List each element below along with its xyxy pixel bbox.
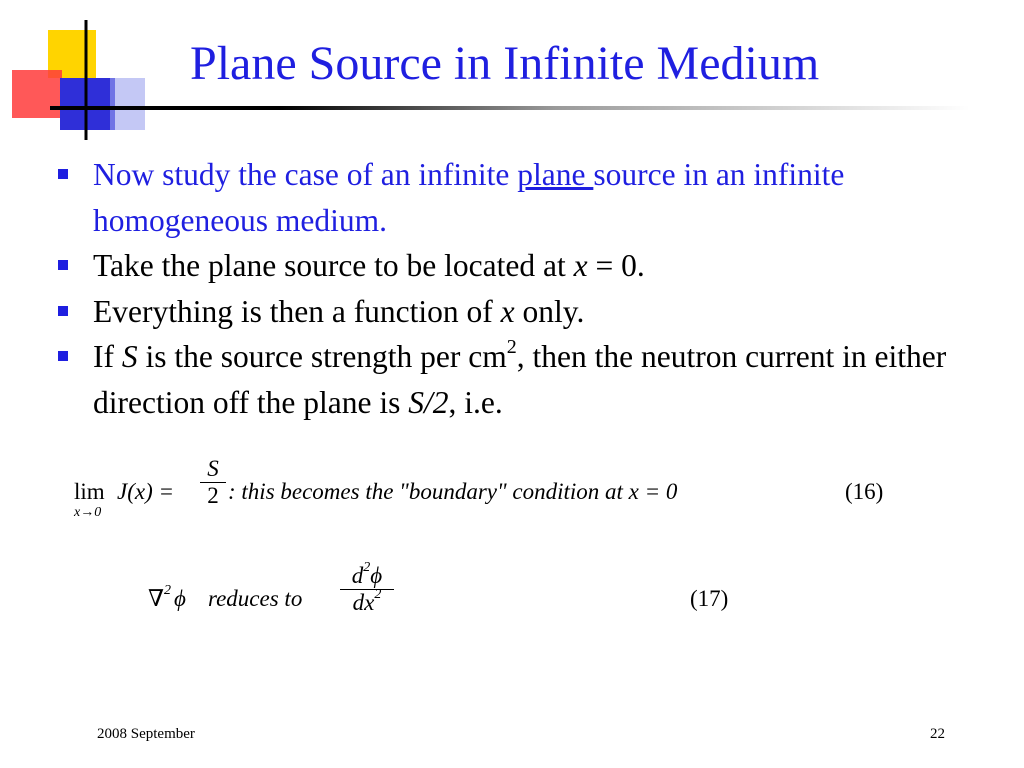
bullet-1-underlined-word: plane <box>517 157 594 192</box>
eq17-fraction <box>340 560 394 616</box>
bullet-3 <box>58 289 958 335</box>
bullet-square-icon <box>58 169 68 179</box>
bullet-square-icon <box>58 260 68 270</box>
eq17-numerator <box>351 560 383 589</box>
bullet-1-text-a: Now study the case of an infinite <box>93 157 518 192</box>
eq17-num-sup: 2 <box>363 560 371 576</box>
bullet-list <box>58 152 958 425</box>
eq17-den-sup: 2 <box>374 587 382 603</box>
footer-date: 2008 September <box>97 726 195 742</box>
logo-red-square <box>12 70 62 118</box>
eq16-number: (16) <box>845 479 884 504</box>
eq16-fraction <box>200 456 226 509</box>
bullet-4-var-s2: S/2 <box>408 384 449 420</box>
eq16-lhs: J(x) = <box>117 479 175 504</box>
eq17-num-d: d <box>351 563 364 588</box>
eq17-text: reduces to <box>208 586 303 611</box>
bullet-2-var: x <box>573 248 588 283</box>
decorative-logo <box>0 0 180 150</box>
eq17-den-dx: dx <box>352 590 375 615</box>
bullet-square-icon <box>58 351 68 361</box>
bullet-4-text-mid: is the source strength per cm <box>137 339 507 374</box>
bullet-3-var: x <box>500 293 515 329</box>
eq17-denominator <box>352 587 382 616</box>
bullet-4-text-end: , i.e. <box>448 384 503 420</box>
eq16-numerator: S <box>207 456 219 481</box>
footer-page-number: 22 <box>930 726 945 742</box>
bullet-2-text-a: Take the plane source to be located at <box>93 248 574 283</box>
bullet-4-text-after: , then the neutron current in either direction off the plane is <box>93 339 947 420</box>
slide-title: Plane Source in Infinite Medium <box>190 37 820 90</box>
eq16-lim: lim <box>74 479 105 504</box>
title-rule <box>50 106 970 110</box>
logo-blue-fade <box>110 78 145 130</box>
eq16-text: : this becomes the "boundary" condition at x = 0 <box>228 479 678 504</box>
eq16-denominator: 2 <box>207 483 219 508</box>
bullet-2 <box>58 243 958 289</box>
bullet-square-icon <box>58 306 68 316</box>
bullet-3-text-a: Everything is then a function of <box>93 293 501 329</box>
eq17-nabla: ∇ <box>148 586 165 611</box>
bullet-4-superscript: 2 <box>506 335 517 358</box>
bullet-4-text-if: If <box>93 339 122 374</box>
eq17-number: (17) <box>690 586 729 611</box>
bullet-2-text-b: = 0. <box>587 248 645 283</box>
bullet-4 <box>58 334 958 425</box>
eq17-num-phi: ϕ <box>370 563 383 588</box>
eq17-nabla-sup: 2 <box>164 583 171 598</box>
eq16-lim-sub: x→0 <box>74 505 102 520</box>
bullet-1-text-b: source in an infinite homogeneous medium. <box>93 157 845 238</box>
eq17-phi: ϕ <box>174 586 186 611</box>
bullet-3-text-b: only. <box>514 293 585 329</box>
bullet-4-var-s: S <box>121 339 138 374</box>
bullet-1 <box>58 152 958 243</box>
